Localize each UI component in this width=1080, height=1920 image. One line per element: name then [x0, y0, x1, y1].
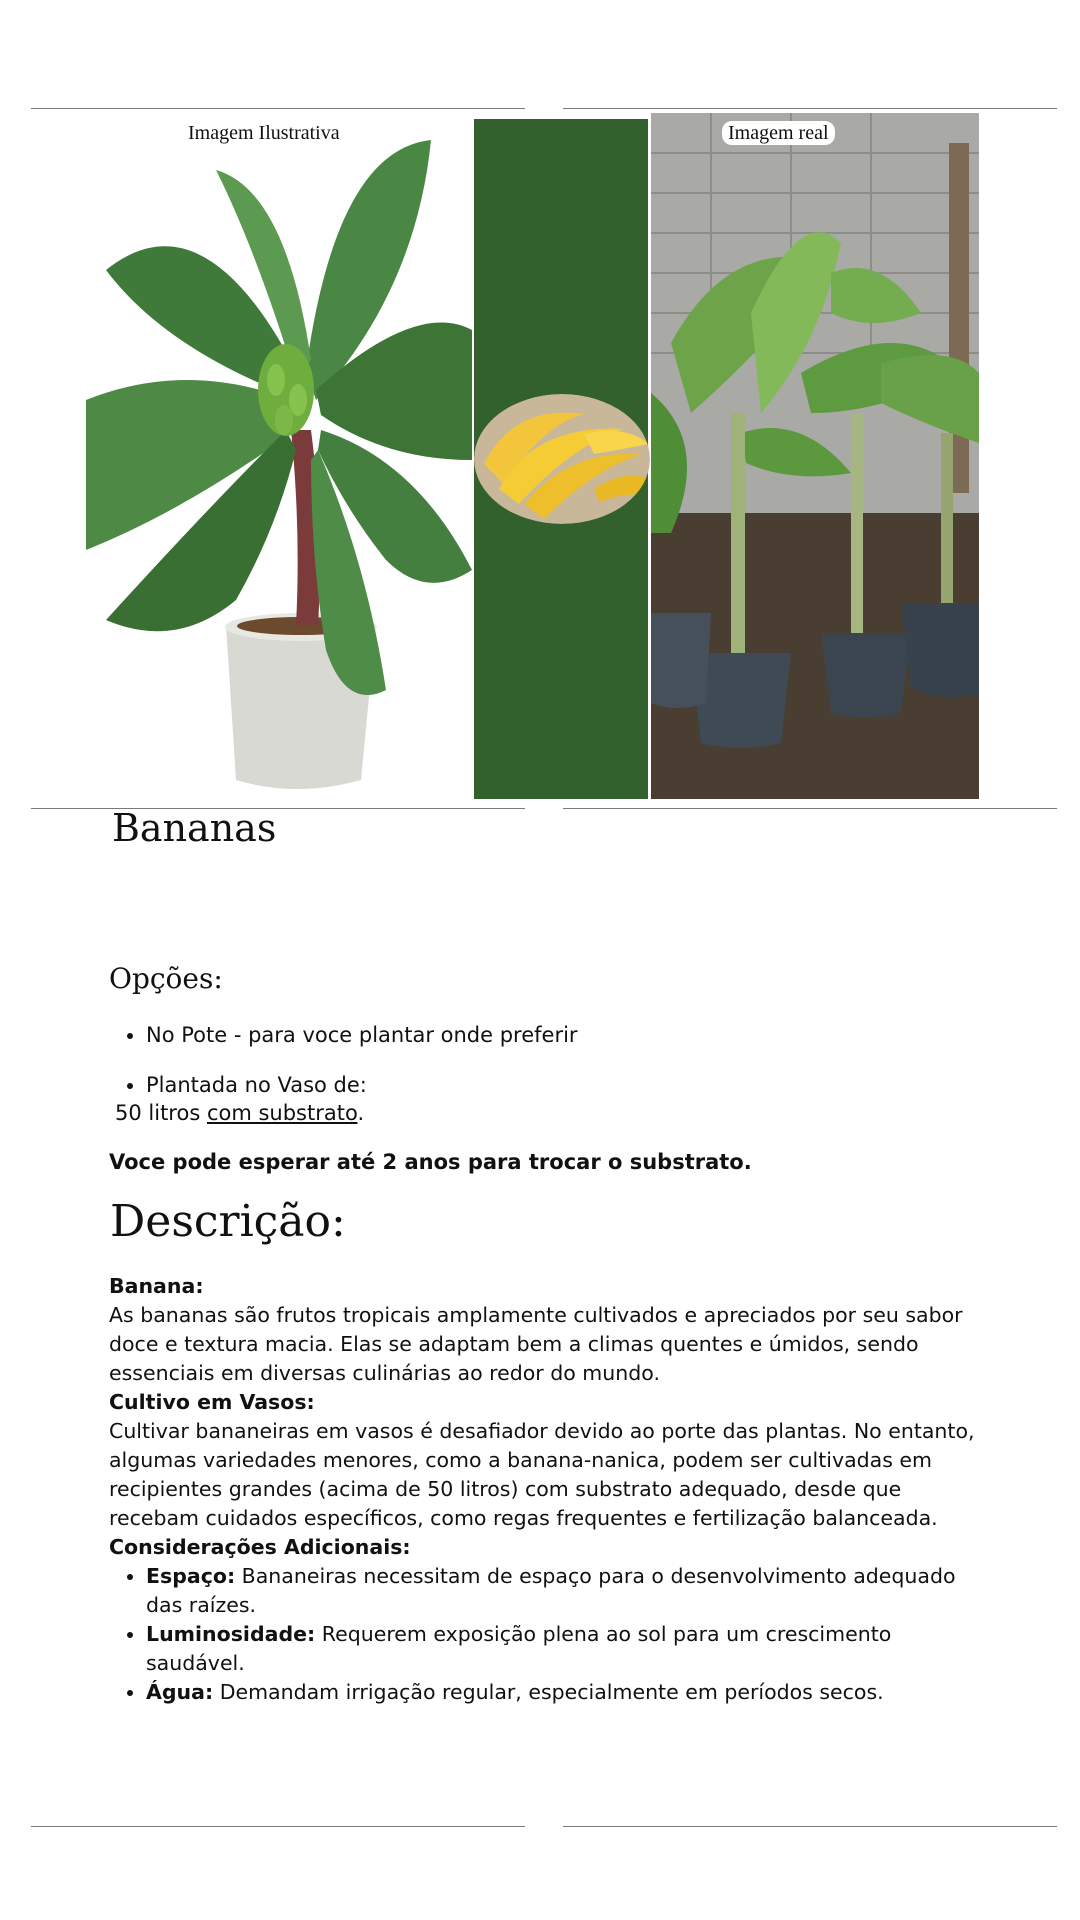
description-heading: Descrição:	[110, 1196, 346, 1247]
consideracoes-label: Considerações Adicionais:	[109, 1535, 411, 1559]
consideracoes-list	[109, 1562, 989, 1707]
option-item: • No Pote - para voce plantar onde preferir	[146, 1022, 578, 1048]
cultivo-label: Cultivo em Vasos:	[109, 1390, 315, 1414]
cultivo-text: Cultivar bananeiras em vasos é desafiador devido ao porte das plantas. No entanto, algumas variedades menores, como a banana-nanica, podem ser cultivadas em recipientes grandes (acima de 50 litros) com substrato adequado, desde que recebam cuidados específicos, como regas frequentes e fertilização balanceada.	[109, 1419, 975, 1530]
illustrative-plant-image[interactable]	[86, 130, 472, 800]
options-heading: Opções:	[109, 962, 223, 995]
product-title: Bananas	[112, 806, 277, 850]
banana-label: Banana:	[109, 1274, 204, 1298]
substrate-note: Voce pode esperar até 2 anos para trocar o substrato.	[109, 1150, 752, 1174]
consideracao-text: Requerem exposição plena ao sol para um crescimento saudável.	[146, 1622, 892, 1675]
consideracao-text: Demandam irrigação regular, especialmente em períodos secos.	[213, 1680, 884, 1704]
product-image-collage	[0, 0, 1080, 820]
consideracao-item	[146, 1678, 989, 1707]
description-body	[109, 1272, 989, 1707]
real-image-caption: Imagem real	[722, 121, 835, 145]
consideracao-label: Espaço:	[146, 1564, 236, 1588]
consideracao-item	[146, 1562, 989, 1620]
option-item: • Plantada no Vaso de:	[146, 1072, 578, 1098]
banana-text: As bananas são frutos tropicais amplamente cultivados e apreciados por seu sabor doce e textura macia. Elas se adaptam bem a climas quentes e úmidos, sendo essenciais em diversas culinárias ao redor do mundo.	[109, 1303, 963, 1385]
vase-end: .	[357, 1101, 365, 1125]
consideracao-label: Luminosidade:	[146, 1622, 316, 1646]
bottom-rule-left	[31, 1826, 525, 1827]
consideracao-item	[146, 1620, 989, 1678]
illustrative-image-caption: Imagem Ilustrativa	[182, 121, 346, 145]
bottom-rule-right	[563, 1826, 1057, 1827]
consideracao-label: Água:	[146, 1680, 214, 1704]
vase-size-line	[115, 1100, 364, 1126]
substrate-link[interactable]: com substrato	[206, 1101, 358, 1125]
banana-fruit-image[interactable]	[474, 394, 650, 524]
real-plant-photo[interactable]	[651, 113, 979, 799]
vase-size: 50 litros	[115, 1101, 201, 1125]
consideracao-text: Bananeiras necessitam de espaço para o desenvolvimento adequado das raízes.	[146, 1564, 956, 1617]
